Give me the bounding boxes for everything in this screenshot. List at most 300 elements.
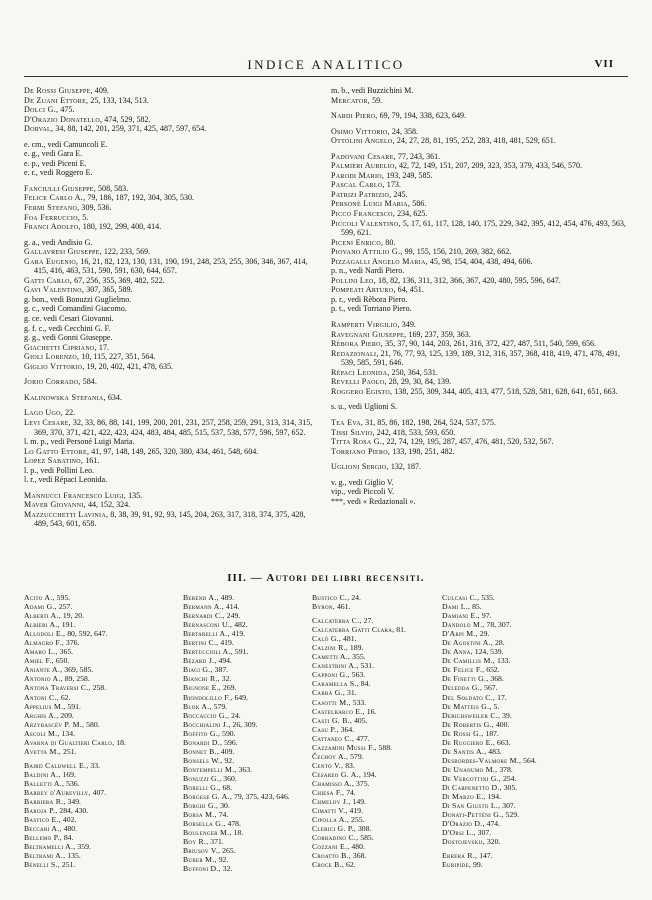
entry-name: Calcaterra Gatti Clara, — [312, 625, 395, 635]
entry-refs: 19, 20, 402, 421, 478, 635. — [84, 361, 174, 371]
index-entry — [24, 638, 174, 647]
entry-refs: vip., vedi Piccoli V. — [331, 487, 395, 497]
index-entry — [442, 647, 632, 656]
entry-refs: 363. — [236, 764, 252, 774]
entry-name: Beccari A., — [24, 824, 62, 834]
entry-name: Gavi Valentino, — [24, 285, 85, 295]
index-entry — [183, 846, 311, 855]
entry-refs: 251. — [59, 860, 76, 870]
entry-refs: 18, 82, 136, 311, 312, 366, 367, 420, 480, 595, 596, 647. — [376, 275, 561, 285]
entry-name: Byron, — [312, 602, 336, 612]
entry-refs: 169, 237, 359, 363. — [406, 329, 471, 339]
entry-refs: 17. — [96, 342, 109, 352]
entry-name: Baird Caldwell E., — [24, 760, 89, 770]
index-entry — [442, 729, 632, 738]
index-entry — [24, 851, 174, 860]
index-entry — [442, 683, 632, 692]
entry-refs: l. p., vedi Pollini Leo. — [24, 465, 95, 475]
entry-refs: 531. — [358, 661, 374, 671]
entry-refs: 579. — [211, 701, 228, 711]
index-entry — [442, 620, 632, 629]
entry-name: Lago Ugo, — [24, 408, 64, 418]
index-entry — [331, 86, 631, 96]
entry-refs: g. a., vedi Andisio G. — [24, 237, 93, 247]
entry-refs: 254. — [501, 773, 517, 783]
section-numeral: III. — — [227, 572, 263, 584]
entry-name: Appelius M., — [24, 701, 66, 711]
entry-name: Donati-Pettèni G., — [442, 810, 504, 820]
entry-refs: 564. — [521, 755, 537, 765]
entry-name: De Matteis G., — [442, 701, 492, 711]
entry-refs: 74. — [216, 810, 229, 820]
index-entry — [312, 698, 440, 707]
index-entry — [312, 625, 440, 634]
entry-name: Ravegnani Giuseppe, — [331, 329, 407, 339]
entry-name: Dostojevskij, — [442, 837, 485, 847]
entry-name: Levi Cesare, — [24, 417, 71, 427]
entry-refs: 79, 375, 423, 646. — [232, 792, 290, 802]
index-entry — [24, 159, 317, 169]
entry-name: De Vergottini G., — [442, 773, 502, 783]
authors-column-4 — [442, 593, 632, 869]
entry-refs: 234, 625. — [395, 209, 428, 219]
index-entry — [24, 124, 317, 134]
entry-name: Ottolini Angelo, — [331, 136, 395, 146]
entry-refs: 133, 198, 251, 482. — [390, 446, 455, 456]
index-entry — [183, 828, 311, 837]
authors-column-1 — [24, 593, 174, 869]
entry-name: Tea Eva, — [331, 417, 364, 427]
entry-refs: 368. — [350, 851, 367, 861]
entry-name: Buffoni D., — [183, 864, 221, 874]
entry-refs: 588. — [376, 742, 392, 752]
entry-refs: 591. — [65, 701, 81, 711]
index-entry — [331, 330, 631, 340]
entry-refs: 84. — [61, 833, 74, 843]
index-entry — [312, 761, 440, 770]
entry-refs: 650. — [53, 656, 70, 666]
entry-name: Barbey d'Aurevilly, — [24, 787, 91, 797]
index-entry — [24, 447, 317, 457]
index-entry — [183, 711, 311, 720]
entry-refs: 97. — [479, 611, 492, 621]
index-entry — [331, 320, 631, 330]
entry-refs: l. m. p., vedi Personé Luigi Maria. — [24, 437, 135, 447]
index-entry — [312, 643, 440, 652]
index-column-right — [331, 86, 631, 506]
index-entry — [331, 462, 631, 472]
index-entry — [183, 720, 311, 729]
entry-refs: 461. — [335, 602, 351, 612]
entry-refs: 477. — [354, 733, 370, 743]
entry-name: Cozzani E., — [312, 842, 350, 852]
index-entry — [312, 842, 440, 851]
index-entry — [312, 725, 440, 734]
index-entry — [331, 295, 631, 305]
entry-refs: 409. — [92, 86, 109, 95]
index-entry — [442, 828, 632, 837]
index-entry — [312, 670, 440, 679]
entry-name: Mazzucchetti Lavinia, — [24, 509, 109, 519]
index-entry — [24, 611, 174, 620]
index-entry — [183, 729, 311, 738]
entry-refs: 124, 539. — [472, 647, 504, 657]
index-entry — [24, 761, 174, 770]
entry-refs: 369, 585. — [62, 665, 94, 675]
index-entry — [183, 702, 311, 711]
index-entry — [183, 765, 311, 774]
index-entry — [24, 115, 317, 125]
index-entry — [331, 127, 631, 137]
entry-name: Borelli G., — [183, 782, 221, 792]
index-entry — [24, 842, 174, 851]
entry-refs: v. g., vedi Giglio V. — [331, 477, 394, 487]
entry-refs: 360. — [221, 773, 237, 783]
entry-refs: 35, 37, 90, 144, 203, 261, 316, 372, 427, 487, 511, 540, 599, 656. — [383, 339, 597, 349]
entry-name: Casti G. B., — [312, 715, 353, 725]
entry-name: Rèbora Piero, — [331, 339, 384, 349]
index-entry — [442, 860, 632, 869]
entry-name: De Unanumo M., — [442, 764, 498, 774]
entry-name: Parodi Mario, — [331, 170, 385, 180]
entry-name: De Anna, — [442, 647, 473, 657]
entry-name: Damiani E., — [442, 611, 480, 621]
index-entry — [183, 801, 311, 810]
index-entry — [183, 747, 311, 756]
index-entry — [442, 674, 632, 683]
entry-name: Derichsweiler C., — [442, 710, 501, 720]
index-entry — [442, 602, 632, 611]
entry-refs: g. g., vedi Gonni Giuseppe. — [24, 333, 113, 343]
entry-refs: 67, 256, 355, 369, 482, 522. — [72, 275, 165, 285]
entry-name: Biondolillo F., — [183, 692, 233, 702]
entry-refs: 409. — [218, 746, 235, 756]
index-entry — [24, 475, 317, 485]
index-entry — [312, 770, 440, 779]
entry-name: D'Orsi L., — [442, 828, 476, 838]
index-entry — [331, 285, 631, 295]
entry-name: De Agostini A., — [442, 638, 494, 648]
entry-refs: 99, 155, 156, 210, 269, 382, 662. — [402, 247, 512, 257]
entry-name: Tissi Silvio, — [331, 427, 375, 437]
entry-refs: 135. — [126, 490, 143, 500]
index-entry — [183, 665, 311, 674]
entry-refs: 536. — [64, 778, 80, 788]
index-entry — [24, 593, 174, 602]
entry-name: Cazzamini Mussi F., — [312, 742, 377, 752]
entry-refs: g. c., vedi Comandini Giacomo. — [24, 304, 127, 314]
entry-name: Allodoli E., — [24, 629, 66, 639]
entry-refs: 24, 358. — [389, 126, 419, 136]
index-entry — [312, 797, 440, 806]
entry-name: Avarna di Gualtieri Carlo, — [24, 737, 115, 747]
entry-name: Cattaneo C., — [312, 733, 355, 743]
index-entry — [183, 638, 311, 647]
index-entry — [24, 779, 174, 788]
entry-name: Pizzagalli Angelo Maria, — [331, 256, 428, 266]
index-entry — [442, 656, 632, 665]
entry-name: De Rossi G., — [442, 728, 484, 738]
entry-refs: 134. — [59, 728, 75, 738]
index-entry — [312, 779, 440, 788]
entry-refs: 26, 309. — [230, 719, 258, 729]
entry-name: Casu P., — [312, 724, 339, 734]
index-entry — [24, 466, 317, 476]
entry-name: De Camillis M., — [442, 656, 496, 666]
index-entry — [442, 765, 632, 774]
entry-name: Di Marzo E., — [442, 792, 486, 802]
entry-refs: 18. — [114, 737, 126, 747]
index-entry — [312, 652, 440, 661]
entry-refs: 257. — [56, 602, 73, 612]
entry-name: Croce B., — [312, 860, 345, 870]
entry-refs: 39. — [500, 710, 512, 720]
entry-refs: 45, 98, 154, 404, 438, 494, 606. — [427, 256, 533, 266]
entry-name: Casotti M., — [312, 697, 351, 707]
index-entry — [24, 203, 317, 213]
entry-refs: 28, 29, 30, 84, 139. — [386, 377, 452, 387]
entry-refs: 194. — [485, 792, 502, 802]
entry-refs: 368. — [488, 674, 504, 684]
index-entry — [24, 665, 174, 674]
entry-refs: 405. — [352, 715, 368, 725]
entry-name: Albieri A., — [24, 620, 60, 630]
entry-refs: 480. — [349, 842, 365, 852]
entry-name: Cimatti V., — [312, 806, 348, 816]
entry-refs: 402. — [60, 815, 77, 825]
index-entry — [24, 711, 174, 720]
index-entry — [24, 295, 317, 305]
entry-name: Boy R., — [183, 837, 209, 847]
entry-refs: 376. — [63, 638, 80, 648]
entry-refs: 5. — [80, 212, 89, 222]
entry-name: Desbordes-Valmore M., — [442, 755, 522, 765]
entry-refs: 480. — [61, 824, 78, 834]
index-entry — [183, 647, 311, 656]
entry-name: Benelli S., — [24, 860, 60, 870]
index-entry — [24, 393, 317, 403]
entry-refs: m. b., vedi Buzzichini M. — [331, 86, 414, 95]
entry-name: Piccoli Valentino, — [331, 218, 401, 228]
entry-name: Torriano Piero, — [331, 446, 391, 456]
index-entry — [24, 491, 317, 501]
index-entry — [24, 788, 174, 797]
entry-name: Boulenger M., — [183, 828, 232, 838]
section-heading — [0, 572, 652, 584]
entry-name: Fermi Stefano, — [24, 203, 80, 213]
index-entry — [24, 149, 317, 159]
entry-name: Arzybascëv P. M., — [24, 719, 85, 729]
index-entry — [331, 377, 631, 387]
index-entry — [183, 683, 311, 692]
index-entry — [442, 711, 632, 720]
entry-refs: 250, 364, 531. — [389, 367, 438, 377]
entry-name: Foa Ferruccio, — [24, 212, 81, 222]
entry-name: Pompeati Arturo, — [331, 285, 396, 295]
index-entry — [24, 276, 317, 286]
entry-name: Palmieri Aurelio, — [331, 161, 397, 171]
entry-name: Beltramelli A., — [24, 842, 76, 852]
entry-refs: l. r., vedi Répaci Leonida. — [24, 475, 108, 485]
authors-column-2 — [183, 593, 311, 873]
entry-name: Mercator, — [331, 95, 371, 105]
index-entry — [331, 219, 631, 238]
entry-name: Cipolla A., — [312, 815, 350, 825]
entry-refs: 378. — [497, 764, 513, 774]
entry-refs: 132, 187. — [388, 462, 421, 472]
entry-name: Calcaterra C., — [312, 616, 362, 626]
entry-refs: 16. — [364, 706, 377, 716]
index-entry — [312, 833, 440, 842]
index-entry — [442, 638, 632, 647]
index-entry — [331, 428, 631, 438]
entry-name: Lopez Sabatino, — [24, 456, 84, 466]
entry-refs: 649. — [232, 692, 248, 702]
entry-refs: 535. — [479, 593, 495, 602]
index-entry — [183, 756, 311, 765]
entry-name: Bernardi C., — [183, 611, 225, 621]
index-entry — [24, 304, 317, 314]
entry-refs: 478. — [225, 819, 241, 829]
entry-refs: 22. — [63, 408, 76, 418]
entry-name: Aniante A., — [24, 665, 63, 675]
entry-name: Croatto B., — [312, 851, 351, 861]
index-entry — [24, 96, 317, 106]
entry-refs: 92. — [216, 855, 229, 865]
entry-name: Giachetti Cipriano, — [24, 342, 97, 352]
entry-name: Padovani Cesare, — [331, 151, 396, 161]
entry-name: Patrizi Patrizio, — [331, 189, 392, 199]
entry-name: Répaci Leonida, — [331, 367, 390, 377]
index-entry — [312, 860, 440, 869]
entry-name: Deledda G., — [442, 683, 483, 693]
entry-refs: 579. — [348, 751, 364, 761]
index-entry — [331, 171, 631, 181]
index-entry — [442, 693, 632, 702]
entry-refs: 595. — [54, 593, 71, 602]
entry-refs: 25, 133, 134, 513. — [88, 95, 149, 105]
entry-refs: 590. — [220, 728, 236, 738]
entry-name: Gatti Carlo, — [24, 275, 73, 285]
entry-refs: 265. — [220, 846, 236, 856]
entry-refs: 591. — [232, 647, 249, 657]
index-entry — [312, 688, 440, 697]
entry-refs: 309, 536. — [79, 203, 112, 213]
index-entry — [24, 377, 317, 387]
entry-name: Di Carpenetto D., — [442, 782, 502, 792]
entry-refs: 5. — [491, 701, 500, 711]
entry-refs: 32. — [219, 674, 232, 684]
entry-refs: 482. — [232, 620, 248, 630]
entry-name: Borsa M., — [183, 810, 217, 820]
index-entry — [331, 190, 631, 200]
entry-refs: 349. — [65, 797, 81, 807]
entry-refs: 138, 255, 309, 344, 405, 413, 477, 518, 528, 581, 628, 641, 651, 663. — [392, 386, 618, 396]
entry-refs: 481. — [341, 634, 357, 644]
authors-column-3 — [312, 593, 440, 869]
entry-name: Boccaccio G., — [183, 710, 230, 720]
entry-refs: g. f. c., vedi Cecchini G. F. — [24, 323, 111, 333]
entry-refs: 209. — [58, 710, 74, 720]
entry-refs: 24. — [229, 710, 241, 720]
entry-name: Gallavresi Giuseppe, — [24, 247, 102, 257]
entry-name: Caramella S., — [312, 679, 359, 689]
index-entry — [331, 387, 631, 397]
index-entry — [442, 837, 632, 846]
entry-refs: 375. — [354, 778, 370, 788]
entry-name: Gara Eugenio, — [24, 256, 79, 266]
entry-refs: 19, 20. — [60, 611, 85, 621]
entry-name: Giglio Vittorio, — [24, 361, 85, 371]
entry-name: De Finetti G., — [442, 674, 489, 684]
entry-refs: 78, 307. — [484, 620, 512, 630]
entry-refs: 308. — [356, 824, 372, 834]
entry-refs: 474. — [484, 819, 501, 829]
entry-name: Maver Giovanni, — [24, 500, 86, 510]
entry-refs: 31, 85, 86, 182, 198, 264, 524, 537, 575. — [363, 417, 496, 427]
entry-name: Ramperti Virgilio, — [331, 320, 400, 330]
index-entry — [24, 362, 317, 372]
index-entry — [183, 792, 311, 801]
entry-refs: 133. — [495, 656, 511, 666]
index-entry — [442, 593, 632, 602]
index-entry — [24, 620, 174, 629]
entry-name: Antoni C., — [24, 692, 59, 702]
index-entry — [24, 285, 317, 295]
index-entry — [24, 656, 174, 665]
index-entry — [24, 213, 317, 223]
entry-refs: 161. — [83, 456, 100, 466]
entry-refs: 84. — [358, 679, 371, 689]
page-running-title: INDICE ANALITICO — [247, 57, 405, 72]
index-entry — [312, 634, 440, 643]
entry-refs: 77, 243, 361. — [395, 151, 441, 161]
entry-name: Alberti A., — [24, 611, 61, 621]
entry-refs: 251. — [61, 746, 77, 756]
page-header — [0, 57, 652, 73]
entry-name: Bignone E., — [183, 683, 222, 693]
index-entry — [24, 222, 317, 232]
index-entry — [183, 783, 311, 792]
section-title: Autori dei libri recensiti. — [266, 572, 425, 584]
entry-refs: 69, 79, 194, 338, 623, 649. — [377, 111, 467, 121]
entry-refs: 419. — [229, 629, 246, 639]
entry-refs: 194. — [361, 769, 377, 779]
entry-refs: 474, 529, 582. — [102, 114, 151, 124]
entry-name: Čechov A., — [312, 751, 349, 761]
entry-name: Bellemo P., — [24, 833, 62, 843]
entry-refs: 419. — [347, 806, 363, 816]
index-entry — [331, 368, 631, 378]
entry-refs: 122, 233, 569. — [101, 247, 151, 257]
entry-name: Fanciulli Giuseppe, — [24, 183, 97, 193]
entry-refs: 307, 365, 589. — [84, 285, 133, 295]
entry-name: Del Soldato C., — [442, 692, 496, 702]
entry-name: Bertarelli A., — [183, 629, 230, 639]
entry-name: Acito A., — [24, 593, 55, 602]
entry-refs: p. n., vedi Nardi Piero. — [331, 266, 405, 276]
entry-name: Calò G., — [312, 634, 342, 644]
index-entry — [24, 408, 317, 418]
index-entry — [331, 180, 631, 190]
entry-refs: 59. — [370, 95, 383, 105]
index-entry — [442, 747, 632, 756]
index-entry — [24, 815, 174, 824]
entry-name: De Zuani Ettore, — [24, 95, 89, 105]
entry-refs: 307. — [475, 828, 492, 838]
index-entry — [24, 833, 174, 842]
entry-name: Revelli Paolo, — [331, 377, 387, 387]
